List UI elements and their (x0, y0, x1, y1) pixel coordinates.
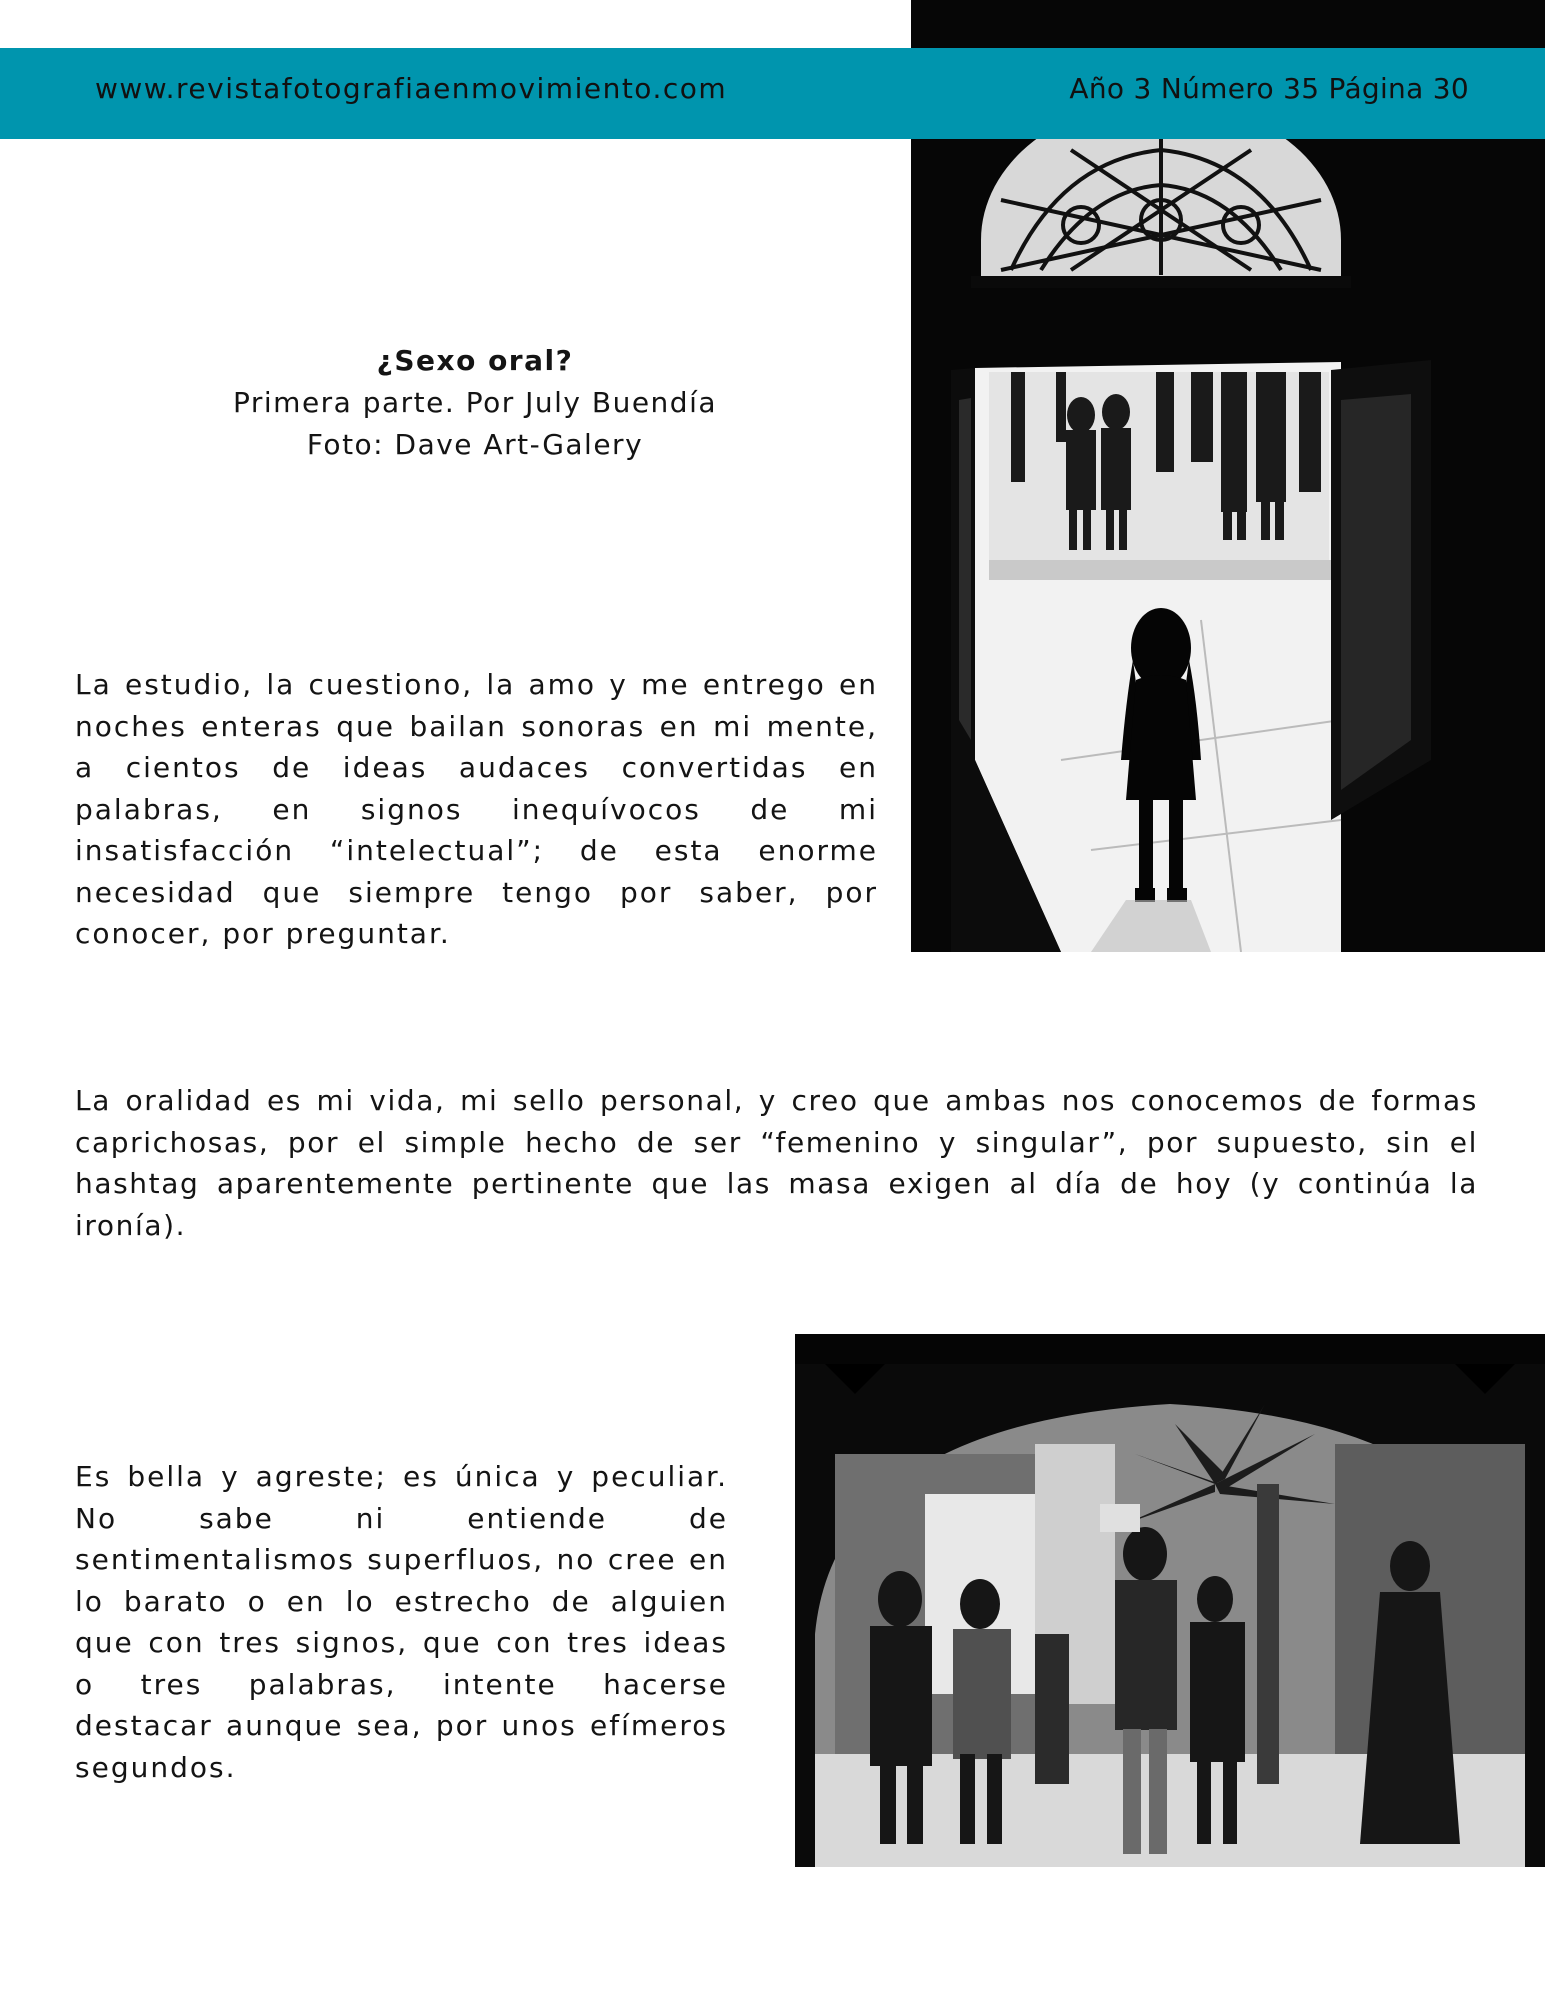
paragraph-3: Es bella y agreste; es única y peculiar. No sabe ni entiende de sentimentalismos superfluos, no cree en lo barato o en lo estrecho de alguien que con tres signos, que con tres ideas o tres palabras, intente hacerse destacar aunque sea, por unos efímeros segundos. (75, 1460, 728, 1784)
courtyard-photo-graphic (795, 1334, 1545, 1867)
paragraph-1: La estudio, la cuestiono, la amo y me entrego en noches enteras que bailan sonoras en mi mente, a cientos de ideas audaces convertidas en palabras, en signos inequívocos de mi insatisfacción “intelectual”; de esta enorme necesidad que siempre tengo por saber, por conocer, por preguntar. (75, 668, 878, 950)
courtyard-photo (795, 1334, 1545, 1867)
photo-credit: Foto: Dave Art-Galery (306, 428, 644, 461)
article-heading (75, 340, 875, 466)
header-bar (0, 48, 1545, 139)
issue-info: Año 3 Número 35 Página 30 (1069, 72, 1469, 105)
paragraph-2: La oralidad es mi vida, mi sello personal, y creo que ambas nos conocemos de formas caprichosas, por el simple hecho de ser “femenino y singular”, por supuesto, sin el hashtag aparentemente pertinente que las masa exigen al día de hoy (y continúa la ironía). (75, 1084, 1478, 1242)
site-url-link[interactable]: www.revistafotografiaenmovimiento.com (95, 72, 728, 105)
article-title: ¿Sexo oral? (376, 344, 574, 377)
doorway-photo-graphic (911, 0, 1545, 952)
doorway-photo (911, 0, 1545, 952)
article-byline: Primera parte. Por July Buendía (232, 386, 718, 419)
